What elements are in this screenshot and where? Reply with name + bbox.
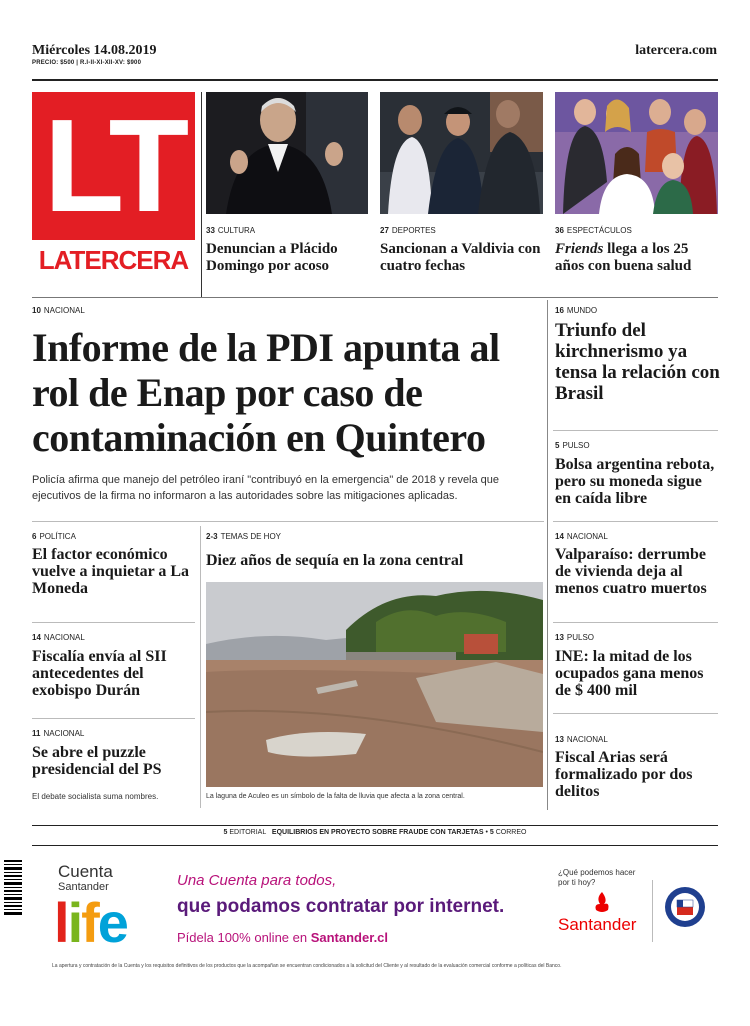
kicker-shows: 36 ESPECTÁCULOS (555, 226, 632, 235)
right-rule-2 (553, 521, 718, 522)
strip-top-rule (32, 825, 718, 826)
photo-valdivia (380, 92, 543, 214)
kicker-national-4: 13 NACIONAL (555, 735, 608, 744)
photo-laguna-aculeo (206, 582, 543, 787)
barcode (4, 860, 22, 916)
right-rule-1 (553, 430, 718, 431)
ad-brand-santander: Santander (58, 881, 109, 893)
column-divider (201, 92, 202, 297)
headline-valparaiso[interactable]: Valparaíso: derrumbe de vivienda deja al menos cuatro muertos (555, 546, 707, 597)
kicker-politics: 6 POLÍTICA (32, 532, 76, 541)
top-section-rule (32, 297, 718, 298)
photo-caption: La laguna de Aculeo es un símbolo de la falta de lluvia que afecta a la zona central. (206, 793, 465, 800)
main-deck: Policía afirma que manejo del petróleo iraní "contribuyó en la emergencia" de 2018 y revela que ejecutivos de la firma no informaron a las autoridades sobre las mitigaciones aplicadas. (32, 474, 500, 502)
headline-friends[interactable]: Friends llega a los 25 años con buena salud (555, 241, 692, 274)
headline-kirchnerismo[interactable]: Triunfo del kirchnerismo ya tensa la relación con Brasil (555, 320, 720, 404)
price-line: PRECIO: $500 | R.I-II-XI-XII-XV: $900 (32, 60, 142, 66)
headline-economy[interactable]: El factor económico vuelve a inquietar a La Moneda (32, 546, 190, 597)
headline-valdivia[interactable]: Sancionan a Valdivia con cuatro fechas (380, 241, 541, 274)
headline-fiscal-arias[interactable]: Fiscal Arias será formalizado por dos delitos (555, 749, 693, 800)
editorial-strip[interactable]: 5 EDITORIAL EQUILIBRIOS EN PROYECTO SOBRE FRAUDE CON TARJETAS • 5 CORREO (223, 829, 527, 836)
logo-name: LATERCERA (38, 245, 189, 275)
kicker-culture: 33 CULTURA (206, 226, 256, 235)
headline-fiscalia-sii[interactable]: Fiscalía envía al SII antecedentes del exobispo Durán (32, 648, 167, 699)
main-bottom-rule (32, 521, 544, 522)
ad-cta[interactable]: Pídela 100% online en Santander.cl (177, 930, 389, 945)
left-rule-1 (32, 622, 195, 623)
kicker-pulso-1: 5 PULSO (555, 441, 590, 450)
strip-bottom-rule (32, 845, 718, 846)
center-column-divider (200, 526, 201, 808)
ad-santander-name: Santander (558, 915, 637, 934)
left-rule-2 (32, 718, 195, 719)
chile-seal-icon (664, 886, 706, 933)
ad-question: ¿Qué podemos hacer por ti hoy? (558, 868, 636, 887)
ad-legal-text: La apertura y contratación de la Cuenta y los requisitos definitivos de los productos que la acompañan se encuentran condicionados a la solicitud del Cliente y al resultado de la evaluación comercial conforme a políticas del Banco. (52, 963, 562, 969)
photo-friends-cast (555, 92, 718, 214)
edition-date: Miércoles 14.08.2019 (32, 43, 157, 58)
kicker-world: 16 MUNDO (555, 306, 598, 315)
ad-divider (652, 880, 653, 942)
ad-brand-cuenta: Cuenta (58, 862, 113, 881)
sub-ps-puzzle: El debate socialista suma nombres. (32, 792, 159, 801)
kicker-national-3: 14 NACIONAL (555, 532, 608, 541)
headline-ps-puzzle[interactable]: Se abre el puzzle presidencial del PS (32, 744, 162, 778)
right-column-divider (547, 300, 548, 810)
right-rule-4 (553, 713, 718, 714)
photo-placido-domingo (206, 92, 368, 214)
site-url[interactable]: latercera.com (635, 43, 717, 58)
main-headline[interactable]: Informe de la PDI apunta al rol de Enap por caso de contaminación en Quintero (32, 325, 500, 460)
ad-tagline-2: que podamos contratar por internet. (177, 896, 505, 917)
header-rule (32, 79, 718, 81)
kicker-national-1: 14 NACIONAL (32, 633, 85, 642)
right-rule-3 (553, 622, 718, 623)
kicker-sports: 27 DEPORTES (380, 226, 436, 235)
headline-bolsa-argentina[interactable]: Bolsa argentina rebota, pero su moneda sigue en caída libre (555, 456, 715, 507)
kicker-main: 10 NACIONAL (32, 306, 85, 315)
headline-ine[interactable]: INE: la mitad de los ocupados gana menos de $ 400 mil (555, 648, 704, 699)
headline-placido[interactable]: Denuncian a Plácido Domingo por acoso (206, 241, 338, 274)
kicker-pulso-2: 13 PULSO (555, 633, 595, 642)
kicker-national-2: 11 NACIONAL (32, 729, 85, 738)
ad-tagline-1: Una Cuenta para todos, (177, 872, 337, 889)
ad-brand-life: life (54, 891, 127, 954)
logo-letters: LT (43, 92, 184, 239)
headline-sequia[interactable]: Diez años de sequía en la zona central (206, 552, 464, 569)
kicker-temas: 2-3 TEMAS DE HOY (206, 532, 282, 541)
